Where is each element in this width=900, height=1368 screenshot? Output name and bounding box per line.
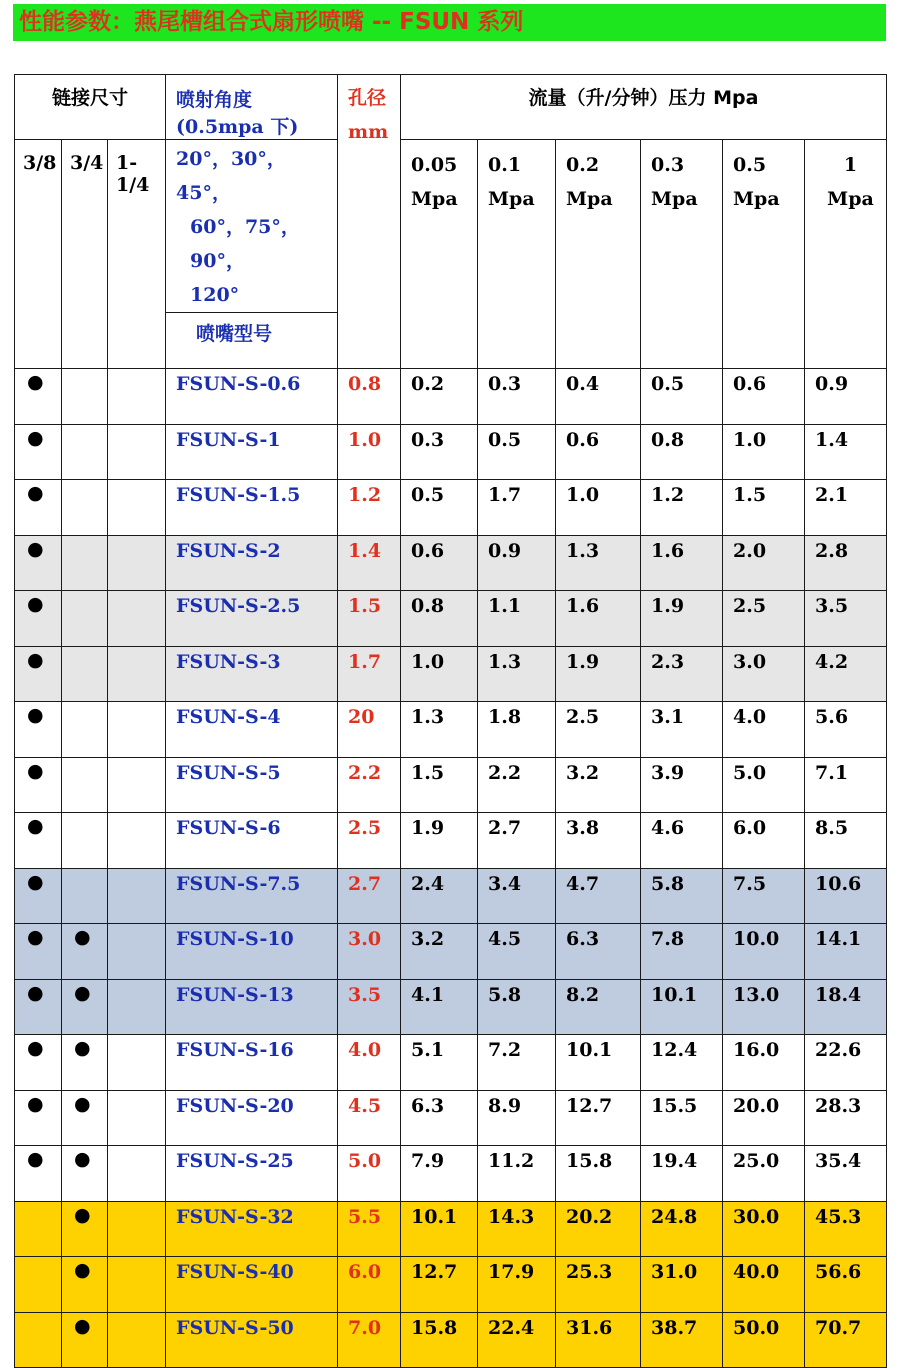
size-3-4-cell: ● [62, 1146, 108, 1202]
flow-cell: 0.3 [401, 424, 478, 480]
model-header: 喷嘴型号 [166, 313, 338, 369]
flow-cell: 1.5 [723, 480, 805, 536]
pressure-header: 0.3 Mpa [641, 140, 723, 369]
table-row [15, 1201, 887, 1257]
size-3-4-header: 3/4 [62, 140, 108, 369]
size-3-8-cell: ● [15, 1090, 62, 1146]
size-3-4-cell: ● [62, 979, 108, 1035]
flow-cell: 19.4 [641, 1146, 723, 1202]
flow-cell: 1.7 [478, 480, 556, 536]
size-3-4-cell [62, 702, 108, 758]
size-1-1-4-cell [108, 369, 166, 425]
flow-cell: 45.3 [805, 1201, 887, 1257]
flow-cell: 8.5 [805, 813, 887, 869]
size-1-1-4-header: 1-1/4 [108, 140, 166, 369]
flow-cell: 14.1 [805, 924, 887, 980]
flow-cell: 30.0 [723, 1201, 805, 1257]
angle-line: 20°，30°，45°， [176, 148, 286, 204]
flow-cell: 5.1 [401, 1035, 478, 1091]
flow-cell: 12.4 [641, 1035, 723, 1091]
flow-cell: 0.9 [478, 535, 556, 591]
size-3-8-cell: ● [15, 424, 62, 480]
orifice-cell: 2.5 [338, 813, 401, 869]
size-3-8-cell: ● [15, 868, 62, 924]
size-3-4-cell [62, 369, 108, 425]
flow-cell: 1.3 [478, 646, 556, 702]
size-1-1-4-cell [108, 868, 166, 924]
flow-cell: 1.5 [401, 757, 478, 813]
size-3-8-cell: ● [15, 1035, 62, 1091]
flow-cell: 4.2 [805, 646, 887, 702]
orifice-cell: 2.7 [338, 868, 401, 924]
size-1-1-4-cell [108, 1257, 166, 1313]
flow-cell: 1.9 [401, 813, 478, 869]
flow-cell: 25.0 [723, 1146, 805, 1202]
flow-cell: 3.2 [401, 924, 478, 980]
flow-cell: 2.7 [478, 813, 556, 869]
flow-cell: 1.0 [401, 646, 478, 702]
model-cell: FSUN-S-0.6 [166, 369, 338, 425]
model-cell: FSUN-S-20 [166, 1090, 338, 1146]
flow-cell: 38.7 [641, 1312, 723, 1368]
size-3-4-cell: ● [62, 924, 108, 980]
model-cell: FSUN-S-7.5 [166, 868, 338, 924]
size-3-8-cell: ● [15, 1146, 62, 1202]
size-1-1-4-cell [108, 1035, 166, 1091]
flow-cell: 6.3 [401, 1090, 478, 1146]
flow-cell: 5.8 [478, 979, 556, 1035]
pressure-header: 0.05 Mpa [401, 140, 478, 369]
table-row [15, 369, 887, 425]
flow-cell: 2.4 [401, 868, 478, 924]
size-3-4-cell: ● [62, 1312, 108, 1368]
size-1-1-4-cell [108, 424, 166, 480]
table-row [15, 1146, 887, 1202]
flow-cell: 12.7 [556, 1090, 641, 1146]
flow-cell: 4.7 [556, 868, 641, 924]
size-1-1-4-cell [108, 1312, 166, 1368]
flow-cell: 25.3 [556, 1257, 641, 1313]
flow-cell: 7.8 [641, 924, 723, 980]
flow-cell: 6.3 [556, 924, 641, 980]
flow-cell: 50.0 [723, 1312, 805, 1368]
flow-cell: 8.2 [556, 979, 641, 1035]
flow-cell: 0.8 [641, 424, 723, 480]
flow-cell: 0.5 [641, 369, 723, 425]
flow-cell: 4.1 [401, 979, 478, 1035]
flow-cell: 10.1 [556, 1035, 641, 1091]
flow-cell: 70.7 [805, 1312, 887, 1368]
table-body [15, 369, 887, 1368]
size-3-8-cell: ● [15, 813, 62, 869]
size-3-8-cell: ● [15, 702, 62, 758]
model-cell: FSUN-S-2 [166, 535, 338, 591]
table-row [15, 757, 887, 813]
flow-cell: 0.6 [723, 369, 805, 425]
table-row [15, 480, 887, 536]
flow-cell: 4.5 [478, 924, 556, 980]
size-1-1-4-cell [108, 924, 166, 980]
size-1-1-4-cell [108, 1146, 166, 1202]
flow-cell: 10.6 [805, 868, 887, 924]
flow-cell: 4.0 [723, 702, 805, 758]
size-3-4-cell: ● [62, 1035, 108, 1091]
size-3-8-cell [15, 1201, 62, 1257]
model-cell: FSUN-S-2.5 [166, 591, 338, 647]
table-row [15, 813, 887, 869]
table-row [15, 535, 887, 591]
flow-cell: 5.8 [641, 868, 723, 924]
size-3-8-cell [15, 1312, 62, 1368]
table-row [15, 979, 887, 1035]
table-row [15, 1035, 887, 1091]
flow-cell: 2.1 [805, 480, 887, 536]
size-1-1-4-cell [108, 591, 166, 647]
flow-cell: 17.9 [478, 1257, 556, 1313]
model-cell: FSUN-S-4 [166, 702, 338, 758]
flow-cell: 3.4 [478, 868, 556, 924]
flow-cell: 5.6 [805, 702, 887, 758]
size-3-4-cell [62, 480, 108, 536]
model-cell: FSUN-S-3 [166, 646, 338, 702]
flow-cell: 12.7 [401, 1257, 478, 1313]
size-3-4-cell: ● [62, 1090, 108, 1146]
size-3-4-cell [62, 535, 108, 591]
table-row [15, 646, 887, 702]
flow-cell: 10.1 [641, 979, 723, 1035]
size-1-1-4-cell [108, 1090, 166, 1146]
pressure-header: 0.1 Mpa [478, 140, 556, 369]
connection-size-header: 链接尺寸 [15, 75, 166, 140]
table-row [15, 1257, 887, 1313]
flow-cell: 1.9 [641, 591, 723, 647]
size-3-4-cell [62, 424, 108, 480]
flow-cell: 20.2 [556, 1201, 641, 1257]
size-1-1-4-cell [108, 646, 166, 702]
flow-cell: 8.9 [478, 1090, 556, 1146]
flow-cell: 7.2 [478, 1035, 556, 1091]
angle-line: 120° [190, 284, 240, 306]
flow-cell: 11.2 [478, 1146, 556, 1202]
flow-cell: 56.6 [805, 1257, 887, 1313]
flow-header: 流量（升/分钟）压力 Mpa [401, 75, 887, 140]
flow-cell: 0.6 [401, 535, 478, 591]
flow-cell: 16.0 [723, 1035, 805, 1091]
model-cell: FSUN-S-50 [166, 1312, 338, 1368]
orifice-cell: 1.0 [338, 424, 401, 480]
orifice-cell: 4.5 [338, 1090, 401, 1146]
flow-cell: 13.0 [723, 979, 805, 1035]
flow-cell: 1.3 [401, 702, 478, 758]
model-cell: FSUN-S-16 [166, 1035, 338, 1091]
flow-cell: 4.6 [641, 813, 723, 869]
size-3-8-header: 3/8 [15, 140, 62, 369]
orifice-cell: 1.2 [338, 480, 401, 536]
flow-cell: 22.4 [478, 1312, 556, 1368]
flow-cell: 1.8 [478, 702, 556, 758]
size-3-4-cell [62, 813, 108, 869]
flow-cell: 5.0 [723, 757, 805, 813]
model-cell: FSUN-S-1.5 [166, 480, 338, 536]
size-3-4-cell: ● [62, 1201, 108, 1257]
flow-cell: 1.6 [641, 535, 723, 591]
performance-table [14, 74, 887, 1368]
flow-cell: 3.2 [556, 757, 641, 813]
flow-cell: 1.2 [641, 480, 723, 536]
pressure-header: 0.2 Mpa [556, 140, 641, 369]
flow-cell: 31.0 [641, 1257, 723, 1313]
flow-cell: 3.8 [556, 813, 641, 869]
angle-line: 60°，75°，90°， [190, 216, 300, 272]
flow-cell: 0.8 [401, 591, 478, 647]
flow-cell: 15.5 [641, 1090, 723, 1146]
size-1-1-4-cell [108, 813, 166, 869]
size-3-4-cell [62, 868, 108, 924]
table-row [15, 702, 887, 758]
size-3-8-cell: ● [15, 591, 62, 647]
flow-cell: 24.8 [641, 1201, 723, 1257]
size-1-1-4-cell [108, 757, 166, 813]
header-row-top [15, 75, 887, 140]
orifice-cell: 2.2 [338, 757, 401, 813]
size-3-8-cell: ● [15, 369, 62, 425]
size-1-1-4-cell [108, 535, 166, 591]
flow-cell: 7.1 [805, 757, 887, 813]
orifice-unit: mm [348, 121, 389, 143]
size-3-8-cell: ● [15, 979, 62, 1035]
model-cell: FSUN-S-25 [166, 1146, 338, 1202]
flow-cell: 14.3 [478, 1201, 556, 1257]
size-3-8-cell: ● [15, 646, 62, 702]
size-3-8-cell: ● [15, 480, 62, 536]
flow-cell: 1.0 [556, 480, 641, 536]
table-row [15, 924, 887, 980]
flow-cell: 3.0 [723, 646, 805, 702]
flow-cell: 1.9 [556, 646, 641, 702]
model-cell: FSUN-S-13 [166, 979, 338, 1035]
page-title: 性能参数：燕尾槽组合式扇形喷嘴 -- FSUN 系列 [13, 4, 886, 41]
flow-cell: 15.8 [556, 1146, 641, 1202]
flow-cell: 40.0 [723, 1257, 805, 1313]
orifice-cell: 0.8 [338, 369, 401, 425]
size-1-1-4-cell [108, 480, 166, 536]
flow-cell: 2.8 [805, 535, 887, 591]
model-cell: FSUN-S-32 [166, 1201, 338, 1257]
size-3-8-cell: ● [15, 535, 62, 591]
flow-cell: 1.0 [723, 424, 805, 480]
flow-cell: 2.0 [723, 535, 805, 591]
size-3-4-cell [62, 646, 108, 702]
flow-cell: 22.6 [805, 1035, 887, 1091]
flow-cell: 0.2 [401, 369, 478, 425]
table-row [15, 424, 887, 480]
model-cell: FSUN-S-5 [166, 757, 338, 813]
header-row-mid [15, 140, 887, 313]
flow-cell: 6.0 [723, 813, 805, 869]
orifice-cell: 1.5 [338, 591, 401, 647]
flow-cell: 2.5 [556, 702, 641, 758]
flow-cell: 10.0 [723, 924, 805, 980]
orifice-cell: 6.0 [338, 1257, 401, 1313]
flow-cell: 2.3 [641, 646, 723, 702]
orifice-cell: 1.7 [338, 646, 401, 702]
size-1-1-4-cell [108, 702, 166, 758]
flow-cell: 28.3 [805, 1090, 887, 1146]
size-1-1-4-cell [108, 979, 166, 1035]
flow-cell: 10.1 [401, 1201, 478, 1257]
pressure-header: 1 Mpa [805, 140, 887, 369]
orifice-cell: 3.0 [338, 924, 401, 980]
orifice-cell: 20 [338, 702, 401, 758]
flow-cell: 35.4 [805, 1146, 887, 1202]
spray-angle-values [166, 140, 338, 313]
model-cell: FSUN-S-40 [166, 1257, 338, 1313]
flow-cell: 7.5 [723, 868, 805, 924]
flow-cell: 0.4 [556, 369, 641, 425]
orifice-cell: 7.0 [338, 1312, 401, 1368]
orifice-header [338, 75, 401, 369]
table-row [15, 591, 887, 647]
flow-cell: 2.2 [478, 757, 556, 813]
flow-cell: 1.4 [805, 424, 887, 480]
table-row [15, 1312, 887, 1368]
orifice-cell: 5.5 [338, 1201, 401, 1257]
flow-cell: 15.8 [401, 1312, 478, 1368]
flow-cell: 0.9 [805, 369, 887, 425]
flow-cell: 2.5 [723, 591, 805, 647]
orifice-cell: 1.4 [338, 535, 401, 591]
pressure-header: 0.5 Mpa [723, 140, 805, 369]
flow-cell: 1.6 [556, 591, 641, 647]
size-3-4-cell [62, 591, 108, 647]
size-3-8-cell [15, 1257, 62, 1313]
orifice-cell: 3.5 [338, 979, 401, 1035]
size-3-8-cell: ● [15, 924, 62, 980]
spray-angle-header: 喷射角度(0.5mpa 下) [166, 75, 338, 140]
flow-cell: 3.1 [641, 702, 723, 758]
model-cell: FSUN-S-6 [166, 813, 338, 869]
flow-cell: 31.6 [556, 1312, 641, 1368]
flow-cell: 18.4 [805, 979, 887, 1035]
orifice-cell: 5.0 [338, 1146, 401, 1202]
flow-cell: 7.9 [401, 1146, 478, 1202]
flow-cell: 0.6 [556, 424, 641, 480]
size-3-4-cell: ● [62, 1257, 108, 1313]
flow-cell: 3.9 [641, 757, 723, 813]
flow-cell: 3.5 [805, 591, 887, 647]
table-row [15, 1090, 887, 1146]
flow-cell: 0.5 [401, 480, 478, 536]
size-3-8-cell: ● [15, 757, 62, 813]
orifice-cell: 4.0 [338, 1035, 401, 1091]
flow-cell: 1.1 [478, 591, 556, 647]
flow-cell: 0.3 [478, 369, 556, 425]
flow-cell: 1.3 [556, 535, 641, 591]
table-row [15, 868, 887, 924]
flow-cell: 0.5 [478, 424, 556, 480]
model-cell: FSUN-S-10 [166, 924, 338, 980]
model-cell: FSUN-S-1 [166, 424, 338, 480]
size-3-4-cell [62, 757, 108, 813]
flow-cell: 20.0 [723, 1090, 805, 1146]
orifice-label: 孔径 [348, 87, 387, 109]
size-1-1-4-cell [108, 1201, 166, 1257]
